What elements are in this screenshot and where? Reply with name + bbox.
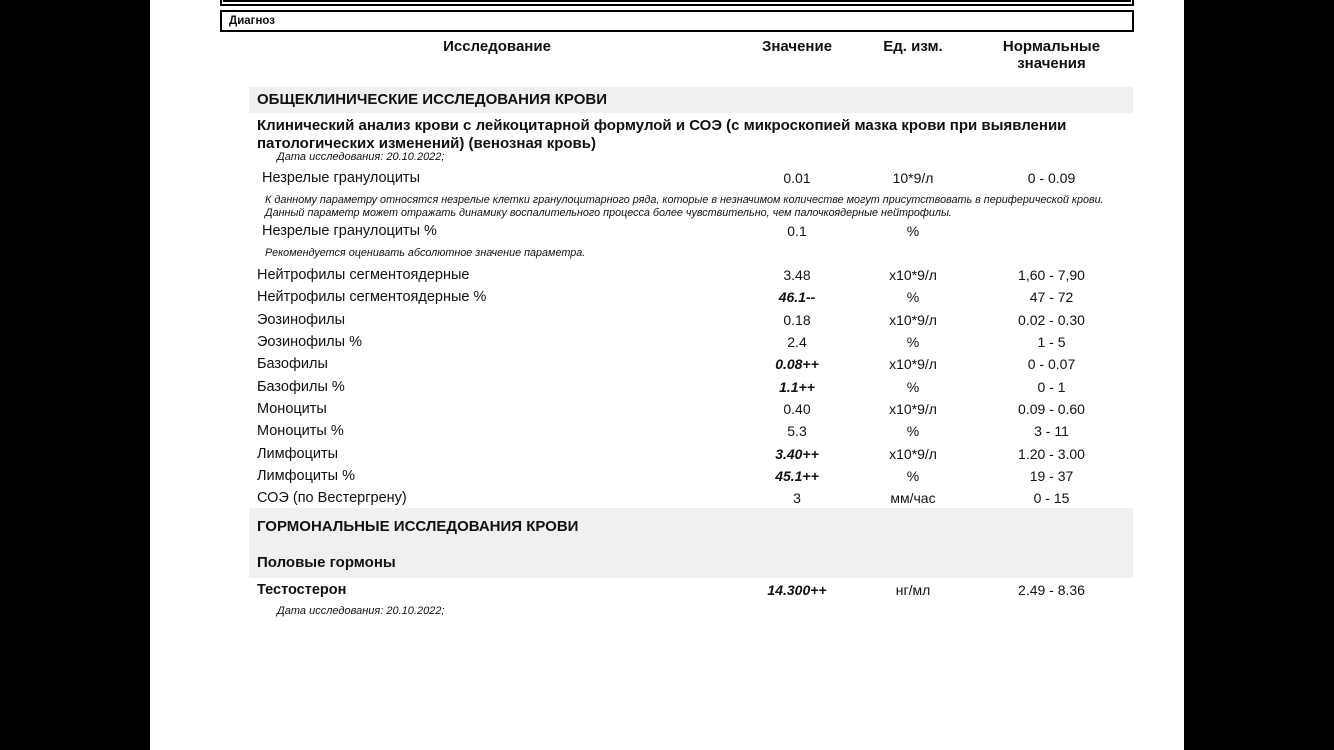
test-name: Лимфоциты % — [257, 467, 355, 484]
test-name: Базофилы % — [257, 378, 345, 395]
test-value: 46.1-- — [778, 289, 816, 306]
test-units: % — [906, 223, 920, 239]
col-header-normal: Нормальные значения — [1002, 38, 1101, 72]
test-title: Клинический анализ крови с лейкоцитарной формулой и СОЭ (с микроскопией мазка крови при выявлении патологических изменений) (венозная кровь) — [257, 117, 1067, 152]
test-units: х10*9/л — [889, 356, 937, 373]
section-title: ГОРМОНАЛЬНЫЕ ИССЛЕДОВАНИЯ КРОВИ — [257, 518, 579, 535]
lab-row — [257, 353, 1134, 375]
test-name: Тестостерон — [257, 582, 347, 598]
test-name: Лимфоциты — [257, 445, 339, 462]
test-units: х10*9/л — [889, 400, 937, 417]
test-value: 3.40++ — [775, 445, 819, 462]
test-comment: К данному параметру относятся незрелые клетки гранулоцитарного ряда, которые в незначимом количестве могут присутствовать в периферической крови. Данный параметр может отражать динамику воспалительного процесса более чувствительно, чем палочкоядерные нейтрофилы. — [265, 194, 1104, 219]
test-name: Эозинофилы — [257, 311, 346, 328]
lab-row — [257, 167, 1134, 189]
test-date: Дата исследования: 20.10.2022; — [277, 605, 445, 617]
test-normal-range: 0 - 0.07 — [1027, 356, 1076, 373]
subsection-title: Половые гормоны — [257, 554, 396, 571]
left-letterbox — [0, 0, 150, 750]
test-normal-range: 1.20 - 3.00 — [1018, 445, 1085, 462]
lab-row — [257, 375, 1134, 397]
test-name: СОЭ (по Вестергрену) — [257, 490, 407, 507]
test-value: 2.4 — [787, 334, 807, 351]
test-value: 1.1++ — [779, 378, 815, 395]
lab-row — [257, 220, 1134, 242]
test-value: 0.1 — [787, 223, 807, 239]
test-units: % — [906, 289, 920, 306]
test-normal-range: 2.49 - 8.36 — [1018, 582, 1085, 598]
right-letterbox — [1184, 0, 1334, 750]
lab-row — [257, 420, 1134, 442]
test-name: Незрелые гранулоциты % — [262, 223, 437, 239]
lab-row — [257, 286, 1134, 308]
lab-row — [257, 579, 1134, 601]
test-normal-range: 0.02 - 0.30 — [1018, 311, 1085, 328]
test-normal-range: 0 - 0.09 — [1027, 170, 1076, 186]
test-name: Нейтрофилы сегментоядерные % — [257, 289, 487, 306]
test-units: 10*9/л — [892, 170, 934, 186]
col-header-units: Ед. изм. — [883, 38, 943, 55]
test-name: Базофилы — [257, 356, 328, 373]
test-value: 0.40 — [783, 400, 811, 417]
test-units: х10*9/л — [889, 267, 937, 284]
test-value: 14.300++ — [767, 582, 827, 598]
test-normal-range: 47 - 72 — [1029, 289, 1074, 306]
test-normal-range: 19 - 37 — [1029, 467, 1074, 484]
test-value: 0.18 — [783, 311, 811, 328]
top-cutoff-field-inner — [223, 0, 1131, 2]
section-title: ОБЩЕКЛИНИЧЕСКИЕ ИССЛЕДОВАНИЯ КРОВИ — [257, 91, 607, 108]
test-value: 3.48 — [783, 267, 811, 284]
test-date: Дата исследования: 20.10.2022; — [277, 151, 445, 163]
test-value: 45.1++ — [775, 467, 819, 484]
test-units: мм/час — [890, 490, 936, 507]
test-normal-range: 1 - 5 — [1037, 334, 1066, 351]
lab-row — [257, 487, 1134, 509]
top-cutoff-field[interactable] — [220, 0, 1134, 6]
lab-row — [257, 309, 1134, 331]
lab-row — [257, 398, 1134, 420]
test-name: Нейтрофилы сегментоядерные — [257, 267, 470, 284]
diagnosis-field[interactable] — [220, 10, 1134, 32]
lab-row — [257, 442, 1134, 464]
lab-row — [257, 465, 1134, 487]
test-units: х10*9/л — [889, 311, 937, 328]
table-header-row — [257, 38, 1134, 72]
test-name: Незрелые гранулоциты — [262, 170, 420, 186]
test-value: 3 — [793, 490, 801, 507]
test-units: % — [906, 378, 920, 395]
test-value: 5.3 — [787, 423, 807, 440]
section-band-hormones — [249, 508, 1133, 578]
report-page — [150, 0, 1184, 750]
test-units: х10*9/л — [889, 445, 937, 462]
test-comment: Рекомендуется оценивать абсолютное значение параметра. — [265, 247, 586, 259]
lab-row — [257, 331, 1134, 353]
results-table-body — [257, 264, 1134, 509]
test-normal-range: 0.09 - 0.60 — [1018, 400, 1085, 417]
lab-row — [257, 264, 1134, 286]
section-band-general-blood — [249, 87, 1133, 113]
test-name: Эозинофилы % — [257, 334, 362, 351]
test-units: % — [906, 467, 920, 484]
col-header-value: Значение — [761, 38, 833, 55]
test-value: 0.01 — [783, 170, 811, 186]
test-value: 0.08++ — [775, 356, 819, 373]
test-normal-range: 1,60 - 7,90 — [1018, 267, 1085, 284]
test-normal-range: 0 - 1 — [1037, 378, 1066, 395]
test-units: % — [906, 423, 920, 440]
test-name: Моноциты % — [257, 423, 344, 440]
test-units: нг/мл — [895, 582, 931, 598]
col-header-research: Исследование — [443, 38, 551, 55]
diagnosis-label: Диагноз — [229, 15, 275, 27]
test-normal-range: 0 - 15 — [1033, 490, 1070, 507]
test-units: % — [906, 334, 920, 351]
test-name: Моноциты — [257, 400, 327, 417]
test-normal-range: 3 - 11 — [1034, 423, 1069, 440]
